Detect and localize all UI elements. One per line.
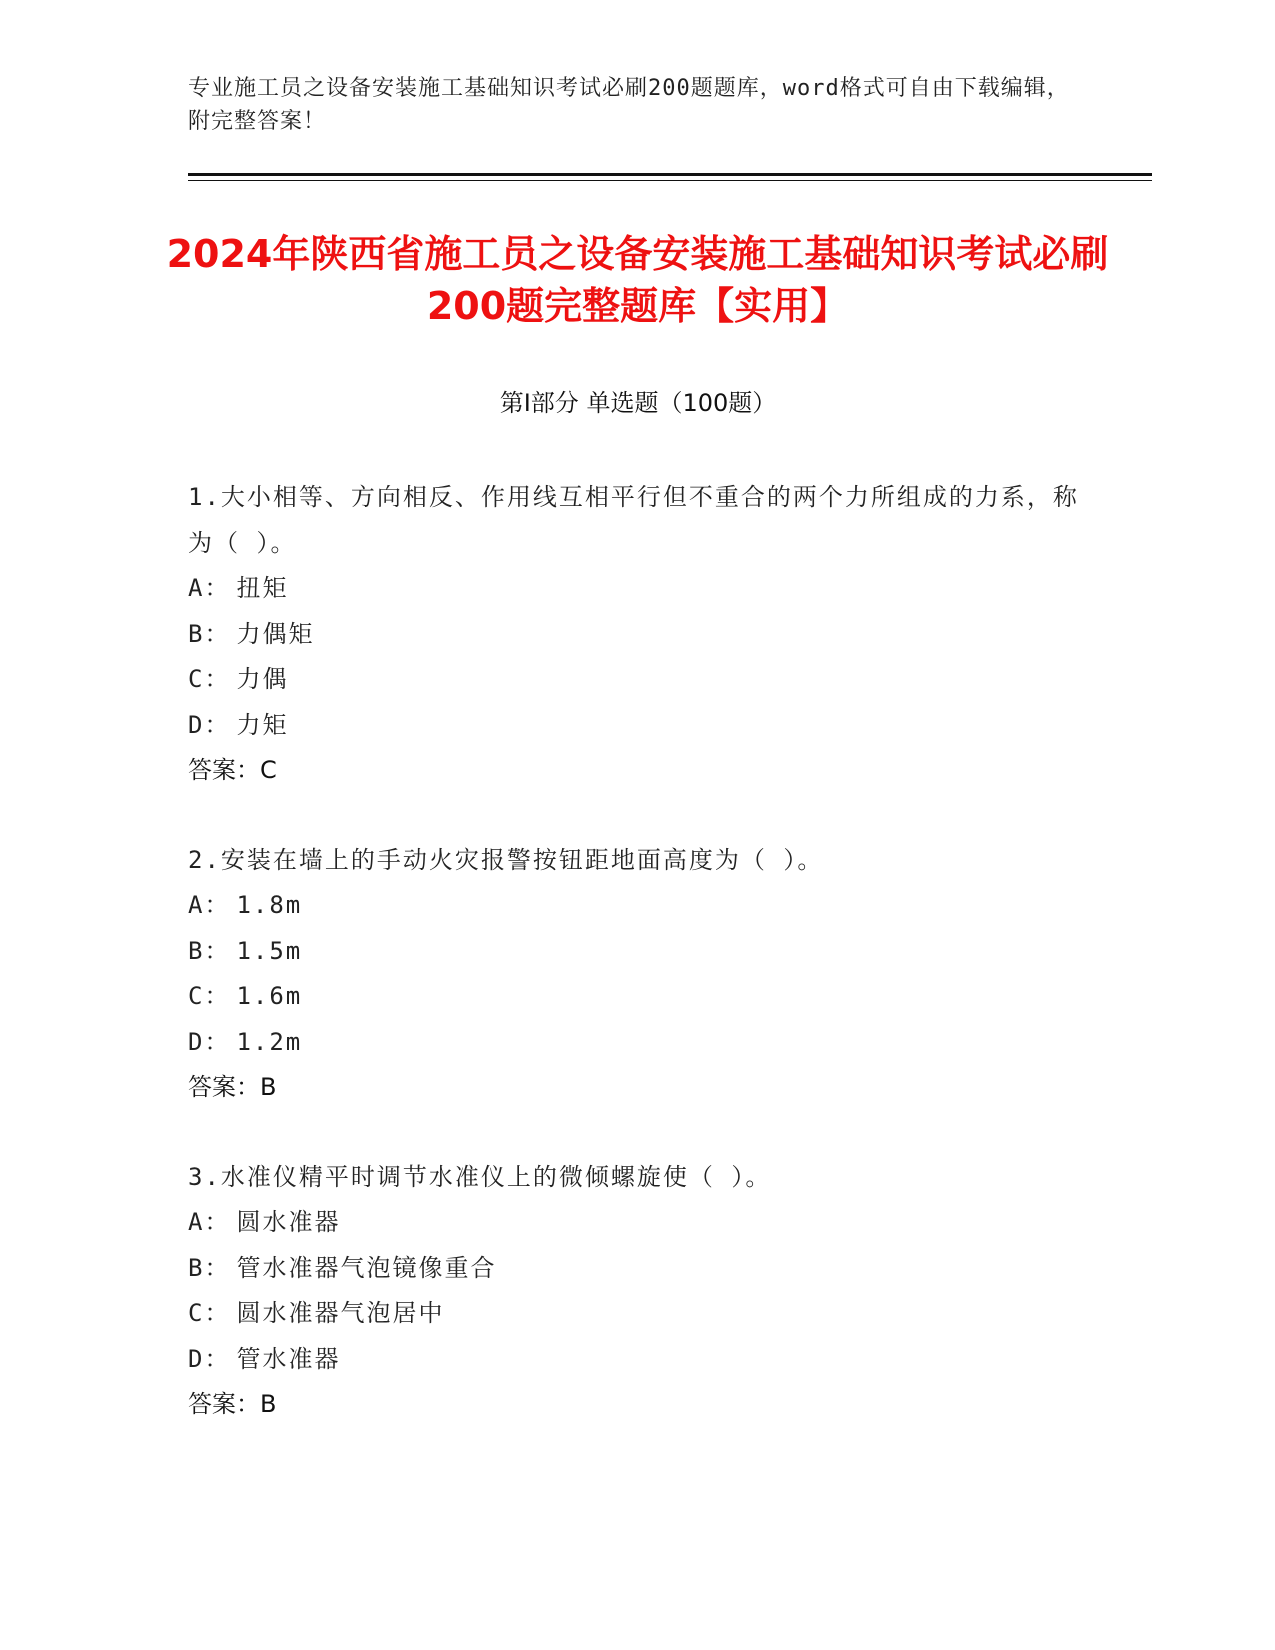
option-a [188,566,1088,612]
answer-prefix: 答案： [188,756,260,784]
question-text: 2.安装在墙上的手动火灾报警按钮距地面高度为（ ）。 [188,845,824,874]
answer-value: B [260,1390,277,1418]
header-divider-thin [188,180,1152,181]
option-text: 圆水准器气泡居中 [236,1299,445,1327]
option-text: 力矩 [236,710,289,739]
option-key: A： [188,1208,231,1236]
option-text: 圆水准器 [236,1208,341,1236]
option-text: 力偶 [236,665,289,693]
option-text: 扭矩 [236,574,289,602]
option-text: 1.6m [236,982,303,1010]
question-1 [188,475,1088,794]
option-key: C： [188,665,231,693]
option-text: 1.8m [236,891,303,919]
option-d [188,1020,1088,1066]
question-list [188,475,1088,1472]
option-key: B： [188,936,231,965]
option-text: 力偶矩 [236,619,315,648]
option-key: D： [188,1027,231,1056]
answer-line [188,1065,1088,1111]
option-c [188,1291,1088,1337]
option-text: 1.2m [236,1027,303,1056]
answer-prefix: 答案： [188,1390,260,1418]
option-key: C： [188,982,231,1010]
option-b [188,612,1088,658]
option-c [188,974,1088,1020]
option-b [188,929,1088,975]
section-title: 第Ⅰ部分 单选题（100题） [499,389,777,417]
question-3 [188,1155,1088,1428]
header-divider-thick [188,173,1152,176]
option-d [188,1337,1088,1383]
question-2 [188,838,1088,1111]
option-a [188,1200,1088,1246]
option-text: 1.5m [236,936,303,965]
answer-prefix: 答案： [188,1073,260,1101]
option-text: 管水准器 [236,1344,341,1373]
option-key: B： [188,1253,231,1282]
option-key: D： [188,1344,231,1373]
option-key: A： [188,574,231,602]
question-text: 1.大小相等、方向相反、作用线互相平行但不重合的两个力所组成的力系，称为（ ）。 [188,483,1079,557]
document-title: 2024年陕西省施工员之设备安装施工基础知识考试必刷200题完整题库【实用】 [166,232,1109,328]
answer-line [188,748,1088,794]
option-b [188,1246,1088,1292]
option-d [188,703,1088,749]
option-key: A： [188,891,231,919]
answer-line [188,1382,1088,1428]
option-key: C： [188,1299,231,1327]
option-text: 管水准器气泡镜像重合 [236,1253,497,1282]
option-c [188,657,1088,703]
question-text: 3.水准仪精平时调节水准仪上的微倾螺旋使（ ）。 [188,1162,772,1191]
answer-value: C [260,756,277,784]
option-key: B： [188,619,231,648]
option-key: D： [188,710,231,739]
option-a [188,883,1088,929]
answer-value: B [260,1073,277,1101]
header-note: 专业施工员之设备安装施工基础知识考试必刷200题题库，word格式可自由下载编辑，附完整答案！ [188,76,1070,134]
